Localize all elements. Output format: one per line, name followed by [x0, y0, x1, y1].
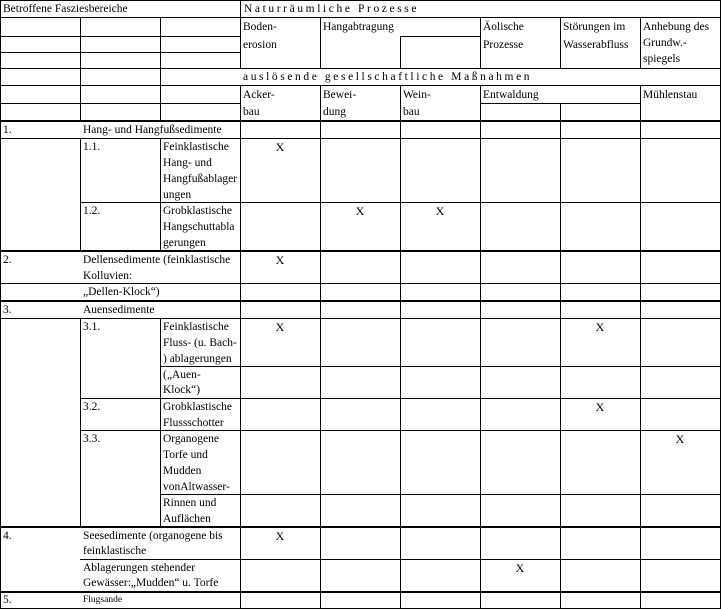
grid-line [640, 17, 641, 69]
measure-entwaldung: Entwaldung [483, 89, 539, 101]
grid-line [320, 17, 321, 69]
process-hangabtragung: Hangabtragung [323, 21, 394, 33]
grid-line [80, 138, 81, 252]
row-label: Gewässer:„Mudden“ u. Torfe [83, 577, 219, 589]
process-anhebung-line2: Grundw.- [643, 37, 687, 49]
row-label: Seesedimente (organogene bis [83, 530, 223, 542]
cell-mark-x: X [435, 204, 445, 218]
grid-line [0, 318, 721, 319]
process-aeolisch-line2: Prozesse [483, 39, 524, 51]
cell-mark-x: X [355, 204, 365, 218]
row-label: ) ablagerungen [163, 353, 232, 365]
grid-line [640, 85, 641, 609]
row-label: Auflächen [163, 513, 211, 525]
row-label: Kolluvien: [83, 270, 133, 282]
cell-mark-x: X [275, 253, 285, 267]
row-label: Grobklastische [163, 205, 232, 217]
grid-line [400, 36, 401, 69]
row-label: gerungen [163, 237, 206, 249]
grid-line [0, 608, 721, 609]
grid-line [240, 85, 241, 609]
measure-muehlenstau: Mühlenstau [643, 89, 698, 101]
row-label: Klock“) [163, 384, 201, 396]
measure-weinbau-line1: Wein- [403, 89, 431, 101]
row-label: Dellensedimente (feinklastische [83, 254, 231, 266]
process-bodenerosion-line2: erosion [243, 39, 277, 51]
grid-line [160, 366, 721, 367]
row-label: ungen [163, 189, 192, 201]
grid-line [480, 85, 481, 609]
process-anhebung-line3: spiegels [643, 53, 681, 65]
row-label: Hang- und [163, 157, 212, 169]
process-stoerungen-line2: Wasserabfluss [563, 39, 629, 51]
grid-line [160, 318, 161, 528]
grid-line [160, 494, 721, 495]
grid-line [0, 0, 1, 609]
grid-line [80, 17, 81, 122]
row-number: 3.2. [83, 401, 101, 413]
row-label: Mudden [163, 465, 202, 477]
row-label: Hangfußablager [163, 173, 238, 185]
grid-line [0, 138, 721, 139]
row-number: 3. [3, 304, 12, 316]
process-anhebung-line1: Anhebung des [643, 21, 710, 33]
row-label: Feinklastische [163, 321, 229, 333]
header-natural-processes: Naturräumliche Prozesse [244, 3, 420, 15]
row-number: 3.1. [83, 321, 101, 333]
grid-line [400, 36, 480, 37]
measure-ackerbau-line2: bau [243, 106, 260, 118]
grid-line [80, 318, 81, 528]
row-label: Auensedimente [83, 304, 155, 316]
grid-line [0, 17, 721, 18]
process-stoerungen-line1: Störungen im [563, 21, 626, 33]
grid-line [400, 85, 401, 609]
row-label: vonAltwasser- [163, 481, 230, 493]
grid-line [0, 85, 721, 86]
row-label: Rinnen und [163, 497, 217, 509]
row-label: Ablagerungen stehender [83, 562, 196, 574]
grid-line [0, 52, 240, 53]
row-label: Grobklastische [163, 401, 232, 413]
row-label: Torfe und [163, 449, 208, 461]
grid-line [0, 103, 240, 104]
cell-mark-x: X [275, 140, 285, 154]
row-label: „Dellen-Klock“) [83, 286, 160, 298]
header-facies-label: Betroffene Fasziesbereiche [3, 3, 128, 15]
row-number: 1.1. [83, 141, 101, 153]
cell-mark-x: X [275, 529, 285, 543]
row-label: Flugsande [83, 595, 123, 605]
cell-mark-x: X [595, 400, 605, 414]
grid-line [160, 17, 161, 122]
row-number: 4. [3, 530, 12, 542]
grid-line [560, 103, 561, 609]
grid-line [0, 36, 240, 37]
cell-mark-x: X [675, 432, 685, 446]
row-number: 1. [3, 124, 12, 136]
row-number: 1.2. [83, 205, 101, 217]
grid-line [320, 85, 321, 609]
row-number: 5. [3, 594, 12, 606]
grid-line [480, 17, 481, 69]
row-label: Flussschotter [163, 417, 224, 429]
row-label: („Auen- [163, 369, 201, 381]
row-label: Organogene [163, 433, 219, 445]
row-number: 3.3. [83, 433, 101, 445]
row-label: feinklastische [83, 545, 147, 557]
cell-mark-x: X [595, 320, 605, 334]
process-bodenerosion-line1: Boden- [243, 21, 277, 33]
measure-beweidung-line2: dung [323, 106, 346, 118]
process-aeolisch-line1: Äolische [483, 21, 524, 33]
cell-mark-x: X [275, 320, 285, 334]
measure-beweidung-line1: Bewei- [323, 89, 357, 101]
header-social-measures: auslösende gesellschaftliche Maßnahmen [243, 71, 533, 83]
grid-line [560, 17, 561, 69]
cell-mark-x: X [515, 561, 525, 575]
row-number: 2. [3, 254, 12, 266]
grid-line [160, 138, 161, 252]
measure-weinbau-line2: bau [403, 106, 420, 118]
row-label: Feinklastische [163, 141, 229, 153]
row-label: Fluss- (u. Bach- [163, 337, 237, 349]
row-label: Hangschuttabla [163, 221, 235, 233]
grid-line [240, 0, 241, 69]
measure-ackerbau-line1: Acker- [243, 89, 275, 101]
row-label: Hang- und Hangfußsedimente [83, 124, 222, 136]
